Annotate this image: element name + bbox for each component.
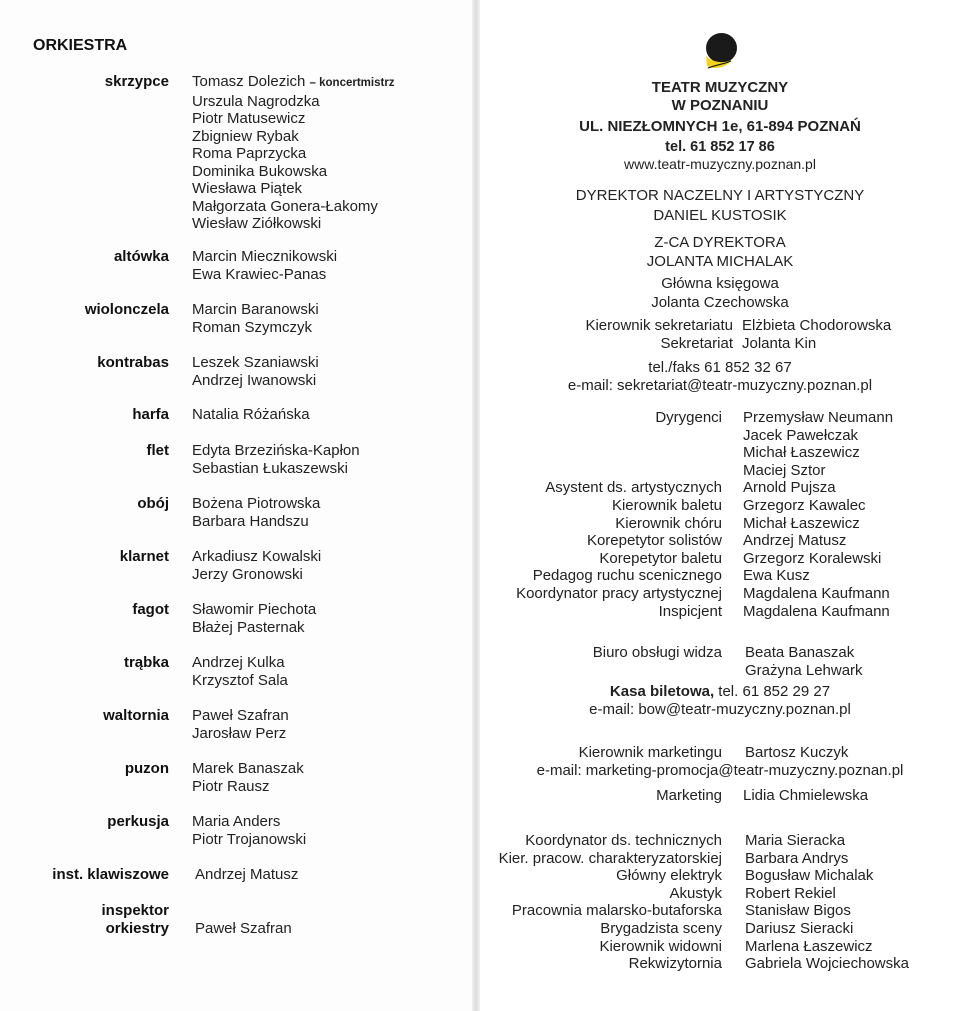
instrument-label: kontrabas — [97, 354, 169, 371]
musician-name — [192, 725, 289, 743]
musician-name-text: Urszula Nagrodzka — [192, 92, 320, 110]
staff-name: Michał Łaszewicz — [743, 444, 860, 461]
theatre-address: UL. NIEZŁOMNYCH 1e, 61-894 POZNAŃ — [579, 118, 861, 135]
staff-name: Beata Banaszak — [745, 644, 855, 661]
staff-name-list — [745, 867, 873, 885]
musician-name — [192, 548, 321, 566]
theatre-website: www.teatr-muzyczny.poznan.pl — [624, 156, 816, 172]
staff-name: Lidia Chmielewska — [743, 787, 869, 804]
musician-name — [192, 128, 395, 146]
musician-name-text: Dominika Bukowska — [192, 162, 328, 180]
staff-role: Korepetytor solistów — [586, 532, 722, 550]
instrument-label: waltornia — [103, 707, 169, 724]
staff-name-list — [743, 515, 860, 533]
musician-name-text: Marek Banaszak — [192, 760, 304, 777]
musician-name-text: Wiesław Ziółkowski — [192, 215, 322, 232]
accountant-name: Jolanta Czechowska — [651, 294, 789, 311]
musician-name — [192, 813, 306, 831]
staff-role: Kierownik widowni — [599, 937, 722, 955]
musician-name-text: Piotr Trojanowski — [192, 830, 307, 848]
musician-name-text: Błażej Pasternak — [192, 618, 305, 636]
musician-name-text: Maria Anders — [192, 813, 281, 830]
musician-name — [192, 372, 319, 390]
musician-name — [192, 93, 395, 111]
musician-name — [192, 266, 337, 284]
staff-role: Pedagog ruchu scenicznego — [532, 567, 722, 585]
instrument-label: inst. klawiszowe — [52, 866, 169, 883]
staff-role: Sekretariat — [660, 335, 733, 352]
instrument-label: klarnet — [119, 548, 169, 565]
musician-name-text: Marcin Baranowski — [192, 301, 319, 318]
musician-list — [192, 73, 395, 233]
musician-name — [192, 460, 360, 478]
staff-role: Rekwizytornia — [628, 955, 722, 973]
staff-name-list — [745, 885, 836, 903]
staff-role: Akustyk — [669, 884, 722, 902]
director-title: DYREKTOR NACZELNY I ARTYSTYCZNY — [575, 187, 865, 204]
staff-name-list — [743, 585, 890, 603]
staff-name-list — [743, 550, 881, 568]
staff-role: Kierownik chóru — [615, 514, 722, 532]
staff-name: Przemysław Neumann — [743, 409, 894, 426]
musician-name — [192, 145, 395, 163]
musician-name — [192, 110, 395, 128]
staff-name: Arnold Pujsza — [743, 479, 836, 497]
deputy-name: JOLANTA MICHALAK — [646, 253, 794, 270]
deputy-title: Z-CA DYREKTORA — [654, 234, 786, 251]
box-office-line — [480, 683, 960, 700]
left-page — [0, 0, 472, 1011]
musician-list — [192, 495, 320, 530]
staff-name: Maciej Sztor — [743, 461, 826, 479]
musician-name-text: Piotr Rausz — [192, 777, 270, 795]
musician-name — [192, 180, 395, 198]
instrument-label: harfa — [132, 406, 169, 423]
musician-name-text: Arkadiusz Kowalski — [192, 548, 322, 565]
staff-role: Koordynator pracy artystycznej — [516, 585, 722, 602]
staff-role: Inspicjent — [658, 602, 722, 620]
page-spine — [472, 0, 480, 1011]
staff-name-list — [745, 938, 873, 956]
instrument-label: fagot — [132, 601, 169, 618]
marketing-email: e-mail: marketing-promocja@teatr-muzyczny.poznan.pl — [536, 762, 904, 779]
musician-name — [192, 672, 288, 690]
staff-name-list — [745, 902, 851, 920]
staff-role: Pracownia malarsko-butaforska — [511, 902, 722, 920]
instrument-label: wiolonczela — [84, 301, 169, 318]
instrument-label: trąbka — [123, 654, 169, 671]
staff-name: Grażyna Lehwark — [745, 661, 863, 679]
musician-name-text: Bożena Piotrowska — [192, 495, 321, 512]
staff-name: Michał Łaszewicz — [743, 514, 860, 532]
musician-name — [192, 354, 319, 372]
staff-role: Kier. pracow. charakteryzatorskiej — [498, 849, 722, 867]
staff-role: Korepetytor baletu — [599, 549, 722, 567]
musician-name-text: Paweł Szafran — [192, 707, 289, 724]
staff-role: Asystent ds. artystycznych — [545, 479, 722, 497]
staff-name: Magdalena Kaufmann — [743, 585, 890, 602]
musician-name-text: Sebastian Łukaszewski — [192, 459, 348, 477]
box-office-email: e-mail: bow@teatr-muzyczny.poznan.pl — [589, 701, 851, 718]
musician-name-text: Piotr Matusewicz — [192, 110, 306, 127]
musician-name — [192, 831, 306, 849]
musician-name — [192, 495, 320, 513]
musician-list — [192, 654, 288, 689]
staff-name: Bartosz Kuczyk — [745, 744, 849, 761]
musician-name — [192, 319, 319, 337]
musician-name-text: Jerzy Gronowski — [192, 565, 303, 583]
musician-name — [195, 920, 292, 938]
instrument-label: obój — [137, 495, 169, 512]
instrument-label: skrzypce — [104, 73, 169, 90]
musician-name — [192, 248, 337, 266]
staff-name-list — [743, 409, 893, 479]
musician-name-text: Krzysztof Sala — [192, 671, 288, 689]
musician-name-text: Natalia Różańska — [192, 406, 310, 423]
musician-name — [192, 406, 310, 424]
musician-name — [192, 73, 395, 93]
musician-name — [192, 163, 395, 181]
instrument-label: inspektor orkiestry — [101, 902, 169, 937]
staff-role: Dyrygenci — [655, 409, 722, 426]
musician-list — [192, 301, 319, 336]
musician-name-text: Barbara Handszu — [192, 512, 309, 530]
staff-name-list — [743, 479, 836, 497]
musician-name-text: Ewa Krawiec-Panas — [192, 265, 327, 283]
musician-name-text: Roman Szymczyk — [192, 318, 313, 336]
staff-name-list — [743, 567, 810, 585]
musician-name-text: Roma Paprzycka — [192, 145, 307, 162]
director-name: DANIEL KUSTOSIK — [653, 207, 787, 224]
musician-name — [192, 601, 316, 619]
musician-list — [195, 920, 292, 938]
staff-name-list — [745, 920, 853, 938]
musician-list — [192, 760, 304, 795]
secretariat-email: e-mail: sekretariat@teatr-muzyczny.poznan.pl — [567, 377, 873, 394]
musician-name — [192, 215, 395, 233]
instrument-label: flet — [146, 442, 169, 459]
musician-name-text: Leszek Szaniawski — [192, 354, 319, 371]
staff-role: Kierownik marketingu — [578, 744, 722, 761]
instrument-label: altówka — [113, 248, 169, 265]
staff-name: Bogusław Michalak — [745, 867, 874, 885]
musician-list — [192, 354, 319, 389]
staff-name: Jolanta Kin — [742, 335, 817, 352]
staff-name: Elżbieta Chodorowska — [742, 317, 892, 334]
theatre-name-line2: W POZNANIU — [671, 97, 769, 114]
musician-list — [192, 248, 337, 283]
staff-name: Barbara Andrys — [745, 849, 849, 867]
concertmaster-role: – koncertmistrz — [309, 77, 395, 89]
staff-role: Kierownik sekretariatu — [585, 317, 733, 334]
staff-name: Dariusz Sieracki — [745, 920, 854, 937]
staff-name-list — [745, 644, 863, 679]
staff-name-list — [745, 955, 909, 973]
musician-list — [192, 707, 289, 742]
musician-name — [195, 866, 298, 884]
orchestra-title: ORKIESTRA — [33, 37, 128, 54]
staff-role: Koordynator ds. technicznych — [525, 832, 722, 849]
box-office-phone: tel. 61 852 29 27 — [718, 683, 831, 700]
staff-name: Maria Sieracka — [745, 832, 846, 849]
staff-name: Stanisław Bigos — [745, 902, 851, 920]
musician-list — [195, 866, 298, 884]
staff-name: Grzegorz Koralewski — [743, 549, 882, 567]
musician-name — [192, 619, 316, 637]
staff-name: Gabriela Wojciechowska — [745, 955, 909, 973]
theatre-name-line1: TEATR MUZYCZNY — [651, 79, 789, 96]
musician-name-text: Andrzej Kulka — [192, 654, 285, 671]
staff-name: Grzegorz Kawalec — [743, 497, 866, 514]
fax-number: tel./faks 61 852 32 67 — [648, 359, 792, 376]
staff-role: Kierownik baletu — [611, 497, 722, 514]
staff-name: Jacek Pawełczak — [743, 426, 859, 444]
staff-role: Główny elektryk — [616, 867, 722, 885]
musician-name — [192, 566, 321, 584]
musician-name-text: Wiesława Piątek — [192, 180, 303, 197]
staff-name: Ewa Kusz — [743, 567, 810, 585]
staff-name-list — [743, 532, 846, 550]
musician-name-text: Edyta Brzezińska-Kapłon — [192, 442, 360, 459]
staff-name: Marlena Łaszewicz — [745, 937, 873, 955]
musician-name — [192, 760, 304, 778]
musician-list — [192, 813, 306, 848]
musician-name — [192, 442, 360, 460]
musician-list — [192, 406, 310, 424]
instrument-label: perkusja — [107, 813, 169, 830]
musician-list — [192, 548, 321, 583]
musician-name-text: Marcin Miecznikowski — [192, 248, 338, 265]
staff-name-list — [745, 832, 845, 850]
staff-role: Biuro obsługi widza — [592, 644, 722, 661]
musician-name-text: Paweł Szafran — [195, 920, 292, 937]
musician-name — [192, 513, 320, 531]
musician-name — [192, 707, 289, 725]
staff-role: Brygadzista sceny — [600, 920, 722, 937]
staff-name-list — [743, 497, 866, 515]
musician-name-text: Andrzej Matusz — [195, 866, 299, 883]
musician-name-text: Andrzej Iwanowski — [192, 371, 317, 389]
musician-name-text: Zbigniew Rybak — [192, 127, 299, 145]
musician-name-text: Sławomir Piechota — [192, 601, 317, 618]
staff-name: Magdalena Kaufmann — [743, 602, 890, 620]
instrument-label: puzon — [124, 760, 169, 777]
staff-name: Andrzej Matusz — [743, 532, 847, 550]
musician-name — [192, 778, 304, 796]
musician-name-text: Małgorzata Gonera-Łakomy — [192, 197, 378, 215]
theatre-phone: tel. 61 852 17 86 — [665, 139, 775, 155]
accountant-title: Główna księgowa — [661, 275, 779, 292]
musician-list — [192, 601, 316, 636]
musician-list — [192, 442, 360, 477]
musician-name-text: Jarosław Perz — [192, 724, 287, 742]
staff-name: Robert Rekiel — [745, 884, 836, 902]
musician-name — [192, 301, 319, 319]
staff-name-list — [743, 603, 890, 621]
box-office-label: Kasa biletowa, — [609, 683, 715, 700]
staff-name-list — [745, 850, 848, 868]
staff-role: Marketing — [656, 787, 722, 804]
theatre-logo-icon — [704, 30, 738, 72]
musician-name — [192, 654, 288, 672]
musician-name — [192, 198, 395, 216]
musician-name-text: Tomasz Dolezich — [192, 73, 306, 90]
